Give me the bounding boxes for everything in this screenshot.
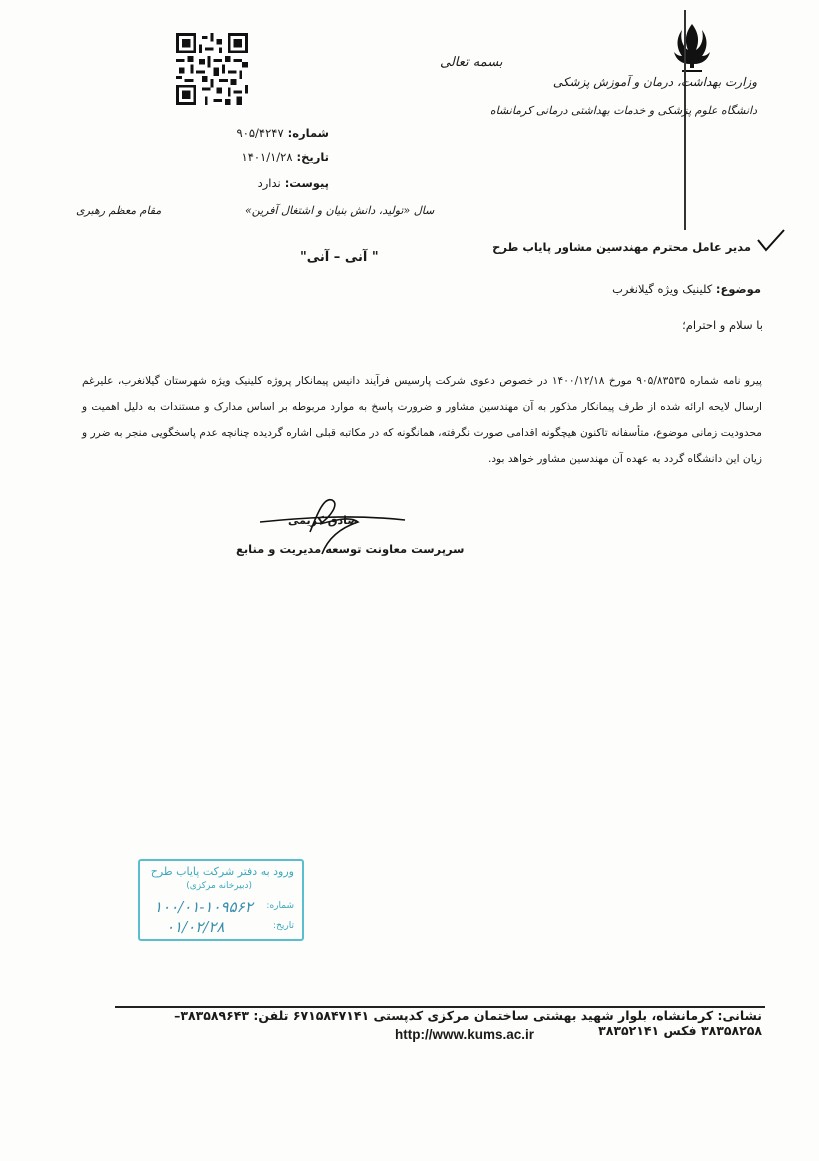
stamp-number: ۱۰۰/۰۱-۱۰۹۵۶۲ xyxy=(154,898,253,916)
check-mark-icon xyxy=(756,228,786,254)
letter-subject: موضوع: کلینیک ویژه گیلانغرب xyxy=(612,282,761,296)
bismillah-heading: بسمه تعالی xyxy=(440,55,503,70)
stamp-number-label: شماره: xyxy=(266,901,294,911)
addressee: مدیر عامل محترم مهندسین مشاور پایاب طرح xyxy=(492,240,751,254)
letter-attachment: پیوست:ندارد xyxy=(257,176,329,190)
footer-website-link[interactable]: http://www.kums.ac.ir xyxy=(395,1027,535,1042)
signer-name: صادق کریمی xyxy=(288,514,358,527)
slogan-attribution: مقام معظم رهبری xyxy=(76,204,162,217)
iran-emblem-icon xyxy=(668,18,716,76)
urgency-label: " آنی – آنی" xyxy=(300,250,379,265)
stamp-date-label: تاریخ: xyxy=(273,921,294,931)
university-name: دانشگاه علوم پزشکی و خدمات بهداشتی درمانی کرمانشاه xyxy=(489,104,757,117)
letter-date: تاریخ:۱۴۰۱/۱/۲۸ xyxy=(241,150,329,164)
ministry-name: وزارت بهداشت، درمان و آموزش پزشکی xyxy=(552,75,757,89)
year-slogan: سال «تولید، دانش بنیان و اشتغال آفرین» xyxy=(245,204,435,217)
stamp-subtitle: (دبیرخانه مرکزی) xyxy=(186,881,252,891)
receipt-stamp xyxy=(138,859,304,941)
letterhead-divider xyxy=(684,10,686,230)
letter-body: پیرو نامه شماره ۹۰۵/۸۳۵۳۵ مورخ ۱۴۰۰/۱۲/۱۸ در خصوص دعوی شرکت پارسیس فرآیند دانیس پیمانکار پروژه کلینیک ویژه شهرستان گیلانغرب، علیرغم ارسال لایحه ارائه شده از طرف پیمانکار مذکور به آن مهندسین مشاور و ضرورت پاسخ به موارد مربوطه بر اساس مدارک و مستندات به دلیل اهمیت و محدودیت زمانی موضوع، متأسفانه تاکنون هیچگونه اقدامی صورت نگرفته، همانگونه که در مکاتبه قبلی اشاره گردیده چنانچه عدم پاسخگویی منجر به ضرر و زیان این دانشگاه گردد به عهده آن مهندسین مشاور خواهد بود. xyxy=(82,375,762,465)
qr-code-icon xyxy=(176,33,248,105)
letter-number: شماره:۹۰۵/۴۲۴۷ xyxy=(236,126,329,140)
greeting: با سلام و احترام؛ xyxy=(682,318,763,332)
stamp-title: ورود به دفتر شرکت پایاب طرح xyxy=(150,865,294,878)
footer-address: نشانی: کرمانشاه، بلوار شهید بهشتی ساختمان مرکزی کدپستی ۶۷۱۵۸۴۷۱۴۱ تلفن: ۳۸۳۵۸۹۶۴۳–۳۸۳۵۸۲۵۸ فکس ۳۸۳۵۲۱۴۱ xyxy=(174,1008,762,1038)
signer-title: سرپرست معاونت توسعه مدیریت و منابع xyxy=(236,542,465,556)
stamp-date: ۰۱/۰۲/۲۸ xyxy=(166,918,225,936)
